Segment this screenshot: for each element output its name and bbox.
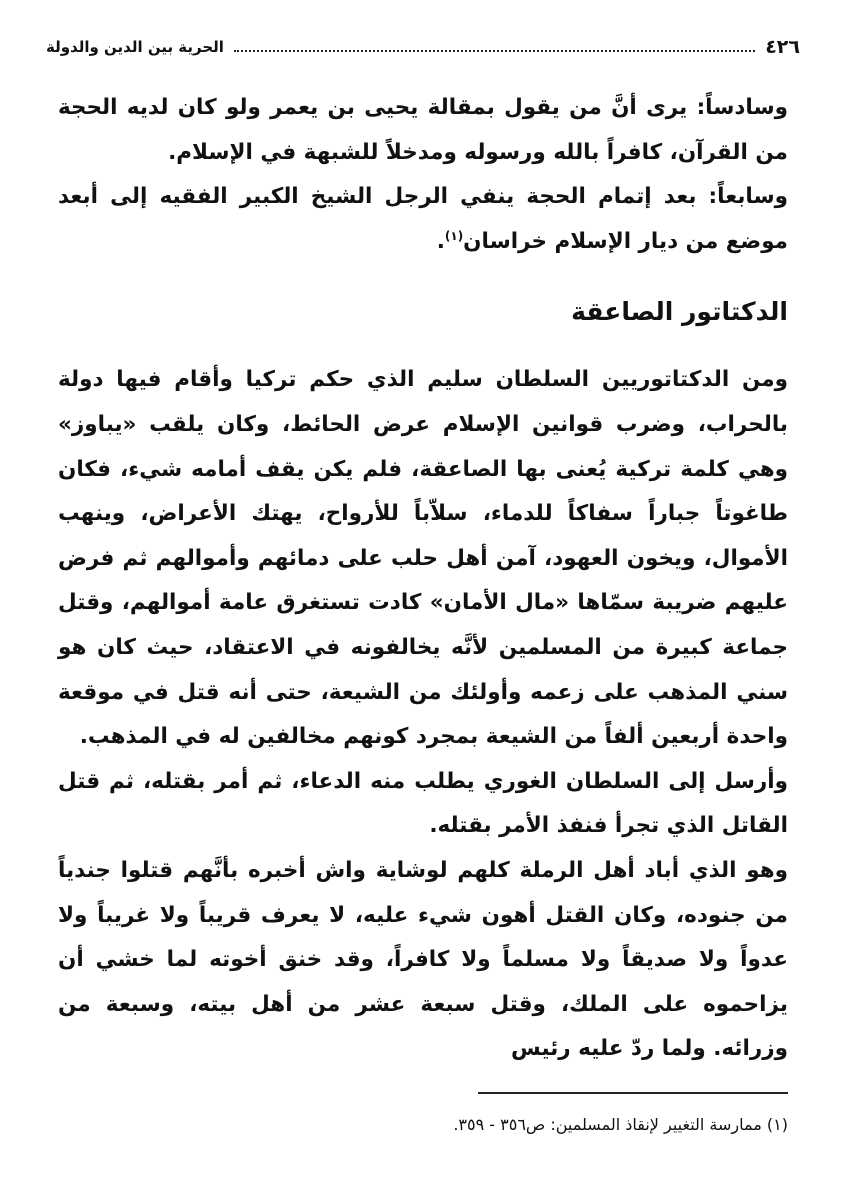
running-header <box>46 32 800 62</box>
paragraph: وأرسل إلى السلطان الغوري يطلب منه الدعاء، ثم أمر بقتله، ثم قتل القاتل الذي تجرأ فنفذ الأمر بقتله. <box>58 768 788 839</box>
section-heading: الدكتاتور الصاعقة <box>571 297 788 327</box>
footnote-reference: (١) <box>444 228 464 243</box>
header-dot-leader <box>234 50 755 52</box>
paragraph: ومن الدكتاتوريين السلطان سليم الذي حكم تركيا وأقام فيها دولة بالحراب، وضرب قوانين الإسلام عرض الحائط، وكان يلقب «يباوز» وهي كلمة تركية يُعنى بها الصاعقة، فلم يكن يقف أمامه شيء، فكان طاغوتاً جباراً سفاكاً للدماء، سلاّباً للأرواح، يهتك الأعراض، وينهب الأموال، ويخون العهود، آمن أهل حلب على دمائهم وأموالهم ثم فرض عليهم ضريبة سمّاها «مال الأمان» كادت تستغرق عامة أموالهم، وقتل جماعة كبيرة من المسلمين لأنَّه يخالفونه في الاعتقاد، حيث كان هو سني المذهب على زعمه وأولئك من الشيعة، حتى أنه قتل في موقعة واحدة أربعين ألفاً من الشيعة بمجرد كونهم مخالفين له في المذهب. <box>58 367 788 750</box>
paragraph: وسادساً: يرى أنَّ من يقول بمقالة يحيى بن يعمر ولو كان لديه الحجة من القرآن، كافراً بالله ورسوله ومدخلاً للشبهة في الإسلام. <box>58 95 788 165</box>
running-title: الحرية بين الدين والدولة <box>46 38 224 56</box>
page-number: ٤٢٦ <box>765 36 800 58</box>
body-text <box>58 86 788 1072</box>
paragraph-text: وسابعاً: بعد إتمام الحجة ينفي الرجل الشيخ الكبير الفقيه إلى أبعد موضع من ديار الإسلام خراسان <box>58 184 788 254</box>
footnote: (١) ممارسة التغيير لإنقاذ المسلمين: ص٣٥٦ - ٣٥٩. <box>453 1115 788 1134</box>
paragraph: وهو الذي أباد أهل الرملة كلهم لوشاية واش أخبره بأنَّهم قتلوا جندياً من جنوده، وكان القتل أهون شيء عليه، لا يعرف قريباً ولا غريباً ولا عدواً ولا صديقاً ولا مسلماً ولا كافراً، وقد خنق أخوته لما خشي أن يزاحموه على الملك، وقتل سبعة عشر من أهل بيته، وسبعة من وزرائه. ولما ردّ عليه رئيس <box>58 857 788 1062</box>
paragraph-end: . <box>436 228 445 254</box>
paragraph <box>58 175 788 264</box>
footnote-separator <box>478 1092 788 1094</box>
